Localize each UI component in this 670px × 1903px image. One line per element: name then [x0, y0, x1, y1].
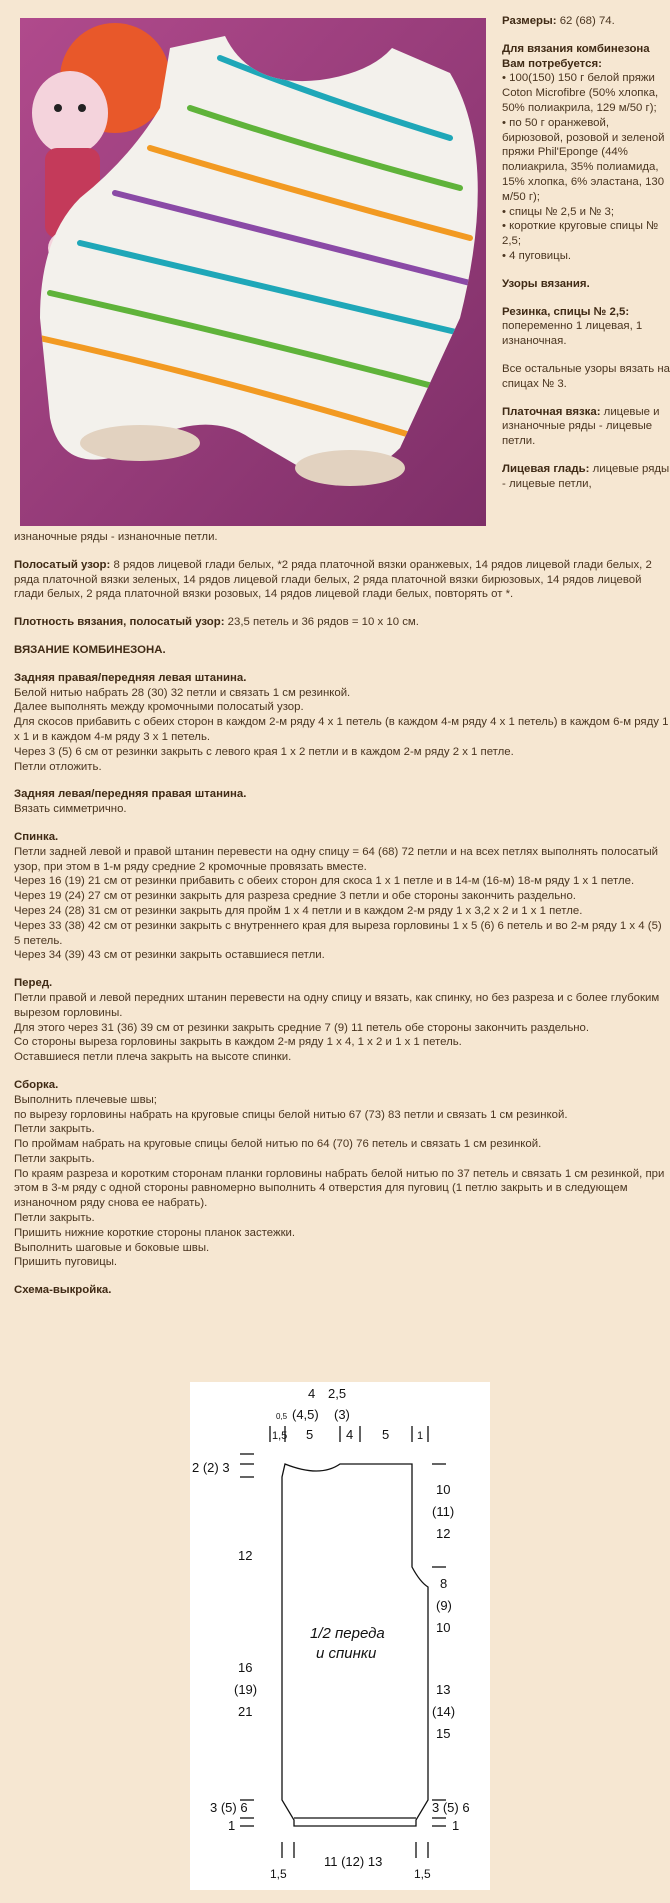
diagram-label-2: и спинки [316, 1645, 377, 1662]
section-line: Через 3 (5) 6 см от резинки закрыть с левого края 1 х 2 петли и в каждом 2-м ряду 2 х 1 петле. [14, 745, 514, 758]
section-line: Со стороны выреза горловины закрыть в каждом 2-м ряду 1 х 4, 1 х 2 и 1 х 1 петель. [14, 1036, 462, 1049]
sizes [502, 14, 670, 29]
dim-right-c1: 13 [436, 1682, 451, 1697]
stockinette [502, 462, 670, 492]
dim-top-d: (4,5) [292, 1407, 319, 1422]
main-heading: ВЯЗАНИЕ КОМБИНЕЗОНА. [14, 643, 166, 656]
gauge-text: 23,5 петель и 36 рядов = 10 х 10 см. [227, 616, 419, 629]
dim-left-bottom: 3 (5) 6 [210, 1800, 248, 1815]
stockinette-text-1: лицевые ряды - лицевые петли, [502, 462, 670, 490]
section [14, 787, 669, 817]
scheme-title: Схема-выкройка. [14, 1284, 112, 1297]
section-line: Вязать симметрично. [14, 803, 127, 816]
section-title: Сборка. [14, 1078, 59, 1091]
dim-top-h: 4 [346, 1427, 354, 1442]
dim-left-neck: 2 (2) 3 [192, 1460, 230, 1475]
right-column [502, 14, 670, 492]
sizes-value: 62 (68) 74. [559, 15, 615, 27]
dim-bottom-right: 1,5 [414, 1867, 431, 1881]
section-line: Через 24 (28) 31 см от резинки закрыть для пройм 1 х 4 петли и в каждом 2-м ряду 1 х 3,2 х 2 и 1 х 1 петле. [14, 904, 583, 917]
section-line: Петли правой и левой передних штанин перевести на одну спицу и вязать, как спинку, но без разреза и с более глубоким вырезом горловины. [14, 991, 660, 1019]
section-line: Петли отложить. [14, 760, 102, 773]
sizes-label: Размеры: [502, 15, 557, 27]
dim-right-bottom: 3 (5) 6 [432, 1800, 470, 1815]
section-title: Перед. [14, 977, 53, 990]
dim-left-mid2: (19) [234, 1682, 258, 1697]
section-line: Выполнить плечевые швы; [14, 1093, 157, 1106]
dim-right-b1: 8 [440, 1576, 448, 1591]
section-line: Выполнить шаговые и боковые швы. [14, 1241, 210, 1254]
stockinette-continued: изнаночные ряды - изнаночные петли. [14, 531, 218, 543]
section [14, 671, 669, 775]
section-line: По проймам набрать на круговые спицы белой нитью по 64 (70) 76 петель и связать 1 см резинкой. [14, 1138, 542, 1151]
section-line: Для этого через 31 (36) 39 см от резинки закрыть средние 7 (9) 11 петель обе стороны закончить раздельно. [14, 1021, 590, 1034]
section-title: Задняя левая/передняя правая штанина. [14, 788, 247, 801]
dim-top-e: (3) [334, 1407, 350, 1422]
dim-right-c2: (14) [432, 1704, 456, 1719]
dim-left-mid3: 21 [238, 1704, 253, 1719]
dim-right-a2: (11) [432, 1504, 455, 1519]
rib [502, 305, 670, 349]
dim-bottom-center: 11 (12) 13 [324, 1854, 383, 1869]
materials-item: • спицы № 2,5 и № 3; [502, 205, 615, 218]
materials [502, 42, 670, 264]
materials-item: • 100(150) 150 г белой пряжи Coton Microfibre (50% хлопка, 50% полиакрила, 129 м/50 г); [502, 72, 659, 114]
romper-photo [20, 18, 486, 526]
dim-top-a: 4 [308, 1386, 316, 1401]
section-line: Далее выполнять между кромочными полосатый узор. [14, 701, 304, 714]
dim-left-upper: 12 [238, 1548, 253, 1563]
garter-text: лицевые и изнаночные ряды - лицевые петли. [502, 405, 660, 448]
rib-label: Резинка, спицы № 2,5: [502, 305, 630, 318]
dim-bottom-left: 1,5 [270, 1867, 287, 1881]
section-line: По краям разреза и коротким сторонам планки горловины набрать белой нитью по 37 петель и связать 1 см резинкой, при этом в 3-м ряду с одной стороны равномерно выполнить 4 отверстия для пуговиц (1 петлю закрыть и в следующем изнаночном ряду снова ее набрать). [14, 1167, 665, 1210]
romper-illustration [20, 18, 486, 526]
dim-top-g: 5 [306, 1427, 314, 1442]
pattern-svg [190, 1382, 490, 1890]
section-line: Пришить пуговицы. [14, 1256, 118, 1269]
section [14, 1078, 669, 1270]
dim-right-a1: 10 [436, 1482, 451, 1497]
materials-heading: Для вязания комбинезона Вам потребуется: [502, 42, 650, 70]
section-line: Белой нитью набрать 28 (30) 32 петли и связать 1 см резинкой. [14, 686, 351, 699]
materials-item: • по 50 г оранжевой, бирюзовой, розовой и зеленой пряжи Phil'Eponge (44% полиакрила, 35% полиамида, 15% хлопка, 6% эластана, 130 м/50 г); [502, 116, 665, 203]
gauge [14, 615, 669, 630]
garter [502, 405, 670, 449]
dim-right-c3: 15 [436, 1726, 451, 1741]
section-line: Через 19 (24) 27 см от резинки закрыть для разреза средние 3 петли и обе стороны закончить раздельно. [14, 890, 576, 903]
dim-top-j: 1 [417, 1430, 424, 1442]
section-line: по вырезу горловины набрать на круговые спицы белой нитью 67 (73) 83 петли и связать 1 см резинкой. [14, 1108, 568, 1121]
section-line: Для скосов прибавить с обеих сторон в каждом 2-м ряду 4 х 1 петель (в каждом 4-м ряду 4 х 1 петель) в каждом 6-м ряду 1 х 1 и в каждом 4-м ряду 3 х 1 петель. [14, 716, 669, 743]
section [14, 976, 669, 1065]
materials-item: • 4 пуговицы. [502, 249, 572, 262]
body-text [14, 530, 669, 1311]
section-title: Задняя правая/передняя левая штанина. [14, 671, 247, 684]
dim-top-i: 5 [382, 1427, 390, 1442]
section-line: Через 33 (38) 42 см от резинки закрыть с внутреннего края для выреза горловины 1 х 5 (6) 6 петель и во 2-м ряду 1 х 4 (5) 5 петель. [14, 919, 662, 947]
diagram-label-1: 1/2 переда [310, 1625, 385, 1642]
dim-right-b3: 10 [436, 1620, 451, 1635]
dim-top-c: 0,5 [276, 1412, 288, 1421]
section-line: Петли задней левой и правой штанин перевести на одну спицу = 64 (68) 72 петли и на всех петлях выполнять полосатый узор, при этом в 1-м ряду средние 2 кромочные провязать вместе. [14, 845, 659, 873]
gauge-label: Плотность вязания, полосатый узор: [14, 616, 225, 629]
dim-right-rib: 1 [452, 1818, 460, 1833]
materials-item: • короткие круговые спицы № 2,5; [502, 220, 659, 248]
patterns-heading: Узоры вязания. [502, 277, 590, 290]
section-line: Оставшиеся петли плеча закрыть на высоте спинки. [14, 1051, 292, 1064]
section-line: Через 16 (19) 21 см от резинки прибавить с обеих сторон для скоса 1 х 1 петле и в 14-м (16-м) 18-м ряду 1 х 1 петле. [14, 875, 635, 888]
section-line: Через 34 (39) 43 см от резинки закрыть оставшиеся петли. [14, 949, 325, 962]
dim-right-b2: (9) [436, 1598, 452, 1613]
dim-left-mid1: 16 [238, 1660, 253, 1675]
stripe-label: Полосатый узор: [14, 558, 111, 571]
rib-text: попеременно 1 лицевая, 1 изнаночная. [502, 320, 643, 348]
stripe-text: 8 рядов лицевой глади белых, *2 ряда платочной вязки оранжевых, 14 рядов лицевой глади белых, 2 ряда платочной вязки зеленых, 14 рядов лицевой глади белых, 2 ряда платочной вязки бирюзовых, 14 рядов лицевой глади белых, 2 ряда платочной вязки розовых, 14 рядов лицевой глади белых, повторять от *. [14, 558, 652, 601]
garter-label: Платочная вязка: [502, 405, 601, 418]
stripe-pattern [14, 558, 669, 602]
stockinette-label: Лицевая гладь: [502, 462, 590, 475]
section [14, 830, 669, 963]
dim-left-rib: 1 [228, 1818, 236, 1833]
section-line: Петли закрыть. [14, 1123, 95, 1136]
dim-top-f: 1,5 [272, 1430, 288, 1442]
dim-top-b: 2,5 [328, 1386, 347, 1401]
section-line: Пришить нижние короткие стороны планок застежки. [14, 1226, 296, 1239]
section-title: Спинка. [14, 830, 59, 843]
section-line: Петли закрыть. [14, 1152, 95, 1165]
dim-right-a3: 12 [436, 1526, 451, 1541]
pattern-diagram [190, 1382, 490, 1890]
other-patterns: Все остальные узоры вязать на спицах № 3. [502, 362, 670, 390]
section-line: Петли закрыть. [14, 1212, 95, 1225]
